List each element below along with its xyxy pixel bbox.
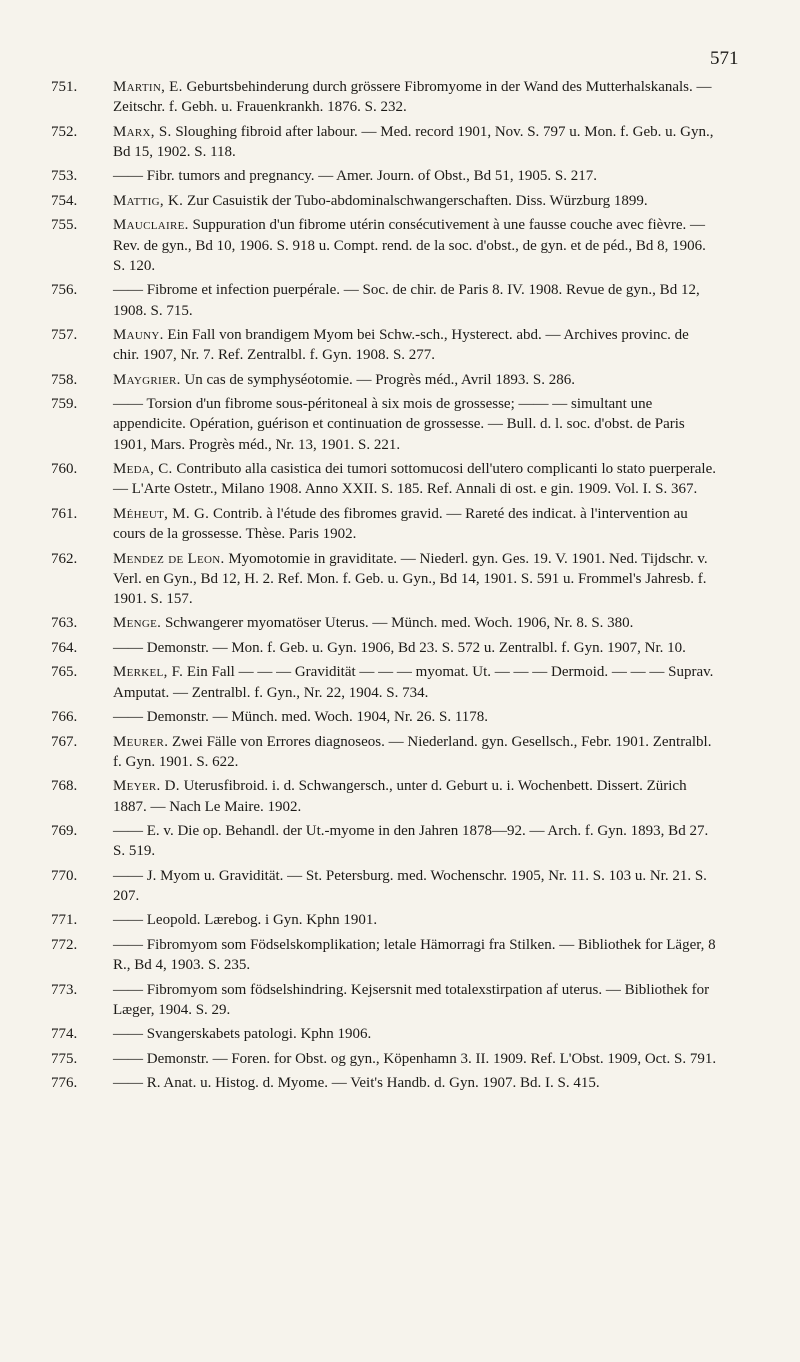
entry-text: Sloughing fibroid after labour. — Med. record 1901, Nov. S. 797 u. Mon. f. Geb. u. Gyn., Bd 15, 1902. S. 118. — [113, 123, 714, 160]
bibliography-entry — [0, 910, 718, 930]
entry-number: 771. — [51, 912, 78, 929]
entry-number: 776. — [51, 1075, 78, 1092]
entry-text: Un cas de symphyséotomie. — Progrès méd., Avril 1893. S. 286. — [180, 371, 575, 388]
entry-text: Uterusfibroid. i. d. Schwangersch., unter d. Geburt u. i. Wochenbett. Dissert. Zürich 1887. — Nach Le Maire. 1902. — [113, 778, 687, 815]
entry-number: 755. — [51, 217, 78, 234]
entry-number: 758. — [51, 371, 78, 388]
bibliography-entry — [0, 662, 718, 702]
entry-text: Zwei Fälle von Errores diagnoseos. — Niederland. gyn. Gesellsch., Febr. 1901. Zentralbl. f. Gyn. 1901. S. 622. — [113, 733, 712, 770]
bibliography-entry — [0, 370, 718, 390]
entry-text: Contributo alla casistica dei tumori sottomucosi dell'utero complicanti lo stato puerperale. — L'Arte Ostetr., Milano 1908. Anno XXII. S. 185. Ref. Annali di ost. e gin. 1909. Vol. I. S. 367. — [113, 461, 717, 498]
entry-text: —— R. Anat. u. Histog. d. Myome. — Veit's Handb. d. Gyn. 1907. Bd. I. S. 415. — [113, 1075, 600, 1092]
entry-text: Zur Casuistik der Tubo-abdominalschwangerschaften. Diss. Würzburg 1899. — [183, 192, 648, 209]
entry-number: 751. — [51, 79, 78, 95]
bibliography-entry — [0, 638, 718, 658]
entry-author: Mauny. — [113, 327, 164, 344]
entry-author: Mauclaire. — [113, 217, 189, 234]
entry-number: 769. — [51, 823, 78, 840]
bibliography-entry — [0, 1049, 718, 1069]
bibliography-entry — [0, 1073, 718, 1093]
page-number: 571 — [710, 48, 739, 69]
entry-number: 762. — [51, 550, 78, 567]
bibliography-entry — [0, 504, 718, 544]
entry-author: Meyer. D. — [113, 778, 180, 795]
entry-text: Geburtsbehinderung durch grössere Fibromyome in der Wand des Mutterhalskanals. — Zeitschr. f. Gebh. u. Frauenkrankh. 1876. S. 232. — [113, 79, 712, 116]
entry-author: Méheut, M. G. — [113, 505, 210, 522]
bibliography-list — [0, 77, 800, 1098]
entry-text: —— Leopold. Lærebog. i Gyn. Kphn 1901. — [113, 912, 378, 929]
entry-text: —— Demonstr. — Mon. f. Geb. u. Gyn. 1906, Bd 23. S. 572 u. Zentralbl. f. Gyn. 1907, Nr. 10. — [113, 639, 686, 656]
entry-text: —— Fibrome et infection puerpérale. — Soc. de chir. de Paris 8. IV. 1908. Revue de gyn., Bd 12, 1908. S. 715. — [113, 282, 700, 319]
bibliography-entry — [0, 191, 718, 211]
entry-text: —— Demonstr. — Foren. for Obst. og gyn., Köpenhamn 3. II. 1909. Ref. L'Obst. 1909, Oct. S. 791. — [113, 1050, 717, 1067]
entry-number: 774. — [51, 1026, 78, 1043]
bibliography-entry — [0, 459, 718, 499]
entry-text: —— Fibr. tumors and pregnancy. — Amer. Journ. of Obst., Bd 51, 1905. S. 217. — [113, 168, 598, 185]
bibliography-entry — [0, 215, 718, 276]
entry-text: Suppuration d'un fibrome utérin consécutivement à une fausse couche avec fièvre. — Rev. de gyn., Bd 10, 1906. S. 918 u. Compt. rend. de la soc. d'obst., de gyn. et de péd., Bd 8, 1906. S. 120. — [113, 217, 706, 274]
entry-number: 773. — [51, 981, 78, 998]
entry-number: 770. — [51, 867, 78, 884]
bibliography-entry — [0, 394, 718, 455]
entry-text: Ein Fall von brandigem Myom bei Schw.-sch., Hysterect. abd. — Archives provinc. de chir. 1907, Nr. 7. Ref. Zentralbl. f. Gyn. 1908. S. 277. — [113, 327, 689, 364]
entry-text: —— Demonstr. — Münch. med. Woch. 1904, Nr. 26. S. 1178. — [113, 709, 489, 726]
entry-text: Ein Fall — — — Gravidität — — — myomat. Ut. — — — Dermoid. — — — Suprav. Amputat. — Zentralbl. f. Gyn., Nr. 22, 1904. S. 734. — [113, 664, 714, 701]
bibliography-entry — [0, 707, 718, 727]
bibliography-entry — [0, 166, 718, 186]
entry-text: Contrib. à l'étude des fibromes gravid. — Rareté des indicat. à l'intervention au cours de la grossesse. Thèse. Paris 1902. — [113, 505, 688, 543]
entry-text: —— Fibromyom som födselshindring. Kejsersnit med totalexstirpation af uterus. — Bibliothek for Læger, 1904. S. 29. — [113, 981, 710, 1018]
entry-number: 761. — [51, 505, 78, 522]
entry-text: Schwangerer myomatöser Uterus. — Münch. med. Woch. 1906, Nr. 8. S. 380. — [161, 615, 634, 632]
entry-text: —— Torsion d'un fibrome sous-péritoneal à six mois de grossesse; —— — simultant une appendicite. Opération, guérison et continuation de grossesse. — Bull. d. l. soc. d'obst. de Paris 1901, Mars. Progrès méd., Nr. 13, 1901. S. 221. — [113, 396, 685, 453]
entry-number: 752. — [51, 123, 78, 140]
bibliography-entry — [0, 613, 718, 633]
entry-text: —— E. v. Die op. Behandl. der Ut.-myome in den Jahren 1878—92. — Arch. f. Gyn. 1893, Bd 27. S. 519. — [113, 823, 709, 860]
bibliography-entry — [0, 866, 718, 906]
entry-number: 764. — [51, 639, 78, 656]
bibliography-entry — [0, 77, 718, 117]
entry-author: Mattig, K. — [113, 192, 184, 209]
entry-number: 763. — [51, 615, 78, 632]
bibliography-entry — [0, 821, 718, 861]
entry-author: Menge. — [113, 615, 162, 632]
entry-author: Meda, C. — [113, 461, 173, 478]
entry-author: Marx, S. — [113, 123, 172, 140]
bibliography-entry — [0, 980, 718, 1020]
bibliography-entry — [0, 549, 718, 610]
entry-number: 765. — [51, 664, 78, 681]
entry-number: 760. — [51, 461, 78, 478]
bibliography-entry — [0, 325, 718, 365]
entry-number: 757. — [51, 327, 78, 344]
bibliography-entry — [0, 1024, 718, 1044]
entry-author: Meurer. — [113, 733, 169, 750]
entry-number: 766. — [51, 709, 78, 726]
entry-number: 772. — [51, 936, 78, 953]
entry-number: 759. — [51, 396, 78, 413]
entry-text: —— Svangerskabets patologi. Kphn 1906. — [113, 1026, 372, 1043]
entry-text: —— Fibromyom som Födselskomplikation; letale Hämorragi fra Stilken. — Bibliothek for Läger, 8 R., Bd 4, 1903. S. 235. — [113, 936, 716, 974]
bibliography-entry — [0, 732, 718, 772]
entry-number: 775. — [51, 1050, 78, 1067]
entry-author: Maygrier. — [113, 371, 181, 388]
bibliography-entry — [0, 280, 718, 320]
entry-author: Mendez de Leon. — [113, 550, 225, 567]
entry-number: 767. — [51, 733, 78, 750]
entry-number: 756. — [51, 282, 78, 299]
entry-text: —— J. Myom u. Gravidität. — St. Petersburg. med. Wochenschr. 1905, Nr. 11. S. 103 u. Nr. 21. S. 207. — [113, 867, 707, 904]
entry-number: 768. — [51, 778, 78, 795]
entry-number: 753. — [51, 168, 78, 185]
entry-author: Martin, E. — [113, 79, 183, 95]
entry-number: 754. — [51, 192, 78, 209]
bibliography-entry — [0, 776, 718, 816]
bibliography-entry — [0, 122, 718, 162]
bibliography-entry — [0, 935, 718, 975]
entry-text: Myomotomie in graviditate. — Niederl. gyn. Ges. 19. V. 1901. Ned. Tijdschr. v. Verl. en Gyn., Bd 12, H. 2. Ref. Mon. f. Geb. u. Gyn., Bd 14, 1901. S. 591 u. Frommel's Jahresb. f. 1901. S. 157. — [113, 550, 708, 607]
entry-author: Merkel, F. — [113, 664, 184, 681]
